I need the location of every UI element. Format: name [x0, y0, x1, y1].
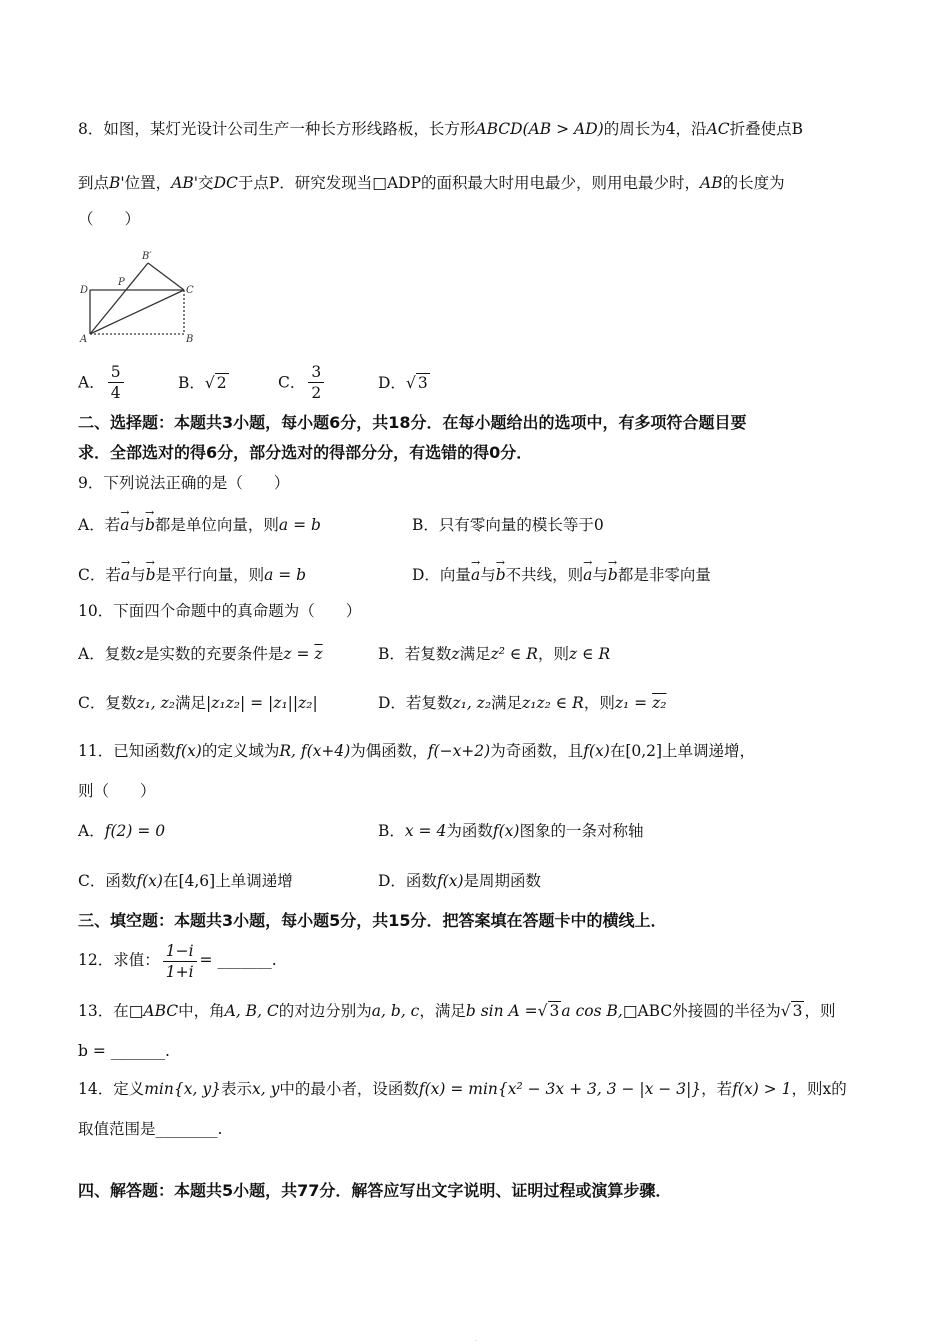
q8-paren: （ ） — [78, 210, 141, 228]
text: 在[0,2]上单调递增， — [609, 742, 756, 760]
math: f(x) — [175, 742, 202, 760]
section3-heading: 三、填空题：本题共3小题，每小题5分，共15分．把答案填在答题卡中的横线上． — [78, 911, 667, 930]
text: 都是非零向量 — [617, 566, 711, 584]
math: |z₁z₂| = |z₁||z₂| — [206, 694, 318, 712]
text: D．向量 — [412, 566, 471, 584]
q8-option-c[interactable] — [278, 362, 327, 403]
q9-stem: 9．下列说法正确的是（ ） — [78, 474, 290, 492]
math: a = b — [264, 566, 307, 584]
sqrt: √ 3 — [537, 1002, 560, 1020]
fraction — [108, 362, 124, 403]
line-ac — [90, 290, 184, 334]
q8-line1 — [78, 118, 803, 140]
q12 — [78, 940, 277, 982]
q10-option-b[interactable] — [378, 643, 610, 665]
sqrt: √ 2 — [204, 374, 227, 392]
text: 外接圆的半径为 — [672, 1002, 781, 1020]
sqrt: √ 3 — [405, 374, 428, 392]
radicand: 2 — [216, 374, 227, 392]
text: 满足 — [175, 694, 207, 712]
math: z² ∈ R — [490, 645, 538, 663]
q14-line2[interactable]: 取值范围是________. — [78, 1120, 223, 1138]
section2-heading-line1: 二、选择题：本题共3小题，每小题6分，共18分．在每小题给出的选项中，有多项符合题目要 — [78, 413, 747, 432]
fold-diagram — [78, 248, 208, 348]
q9-option-d[interactable] — [412, 564, 711, 586]
fraction — [163, 941, 197, 982]
math: ABC — [143, 1002, 179, 1020]
math: AB — [700, 174, 723, 192]
text: 为偶函数， — [350, 742, 428, 760]
text: 的对边分别为 — [278, 1002, 372, 1020]
vector-b: → b — [608, 564, 618, 586]
option-label: A． — [78, 373, 105, 392]
fraction — [308, 362, 324, 403]
math: min{x, y} — [144, 1080, 221, 1098]
math: z = — [283, 645, 310, 663]
q10-option-c[interactable] — [78, 692, 318, 714]
text: 位置， — [124, 174, 172, 192]
label-b-prime: B′ — [142, 251, 152, 262]
text: C．若 — [78, 566, 121, 584]
text: 表示 — [220, 1080, 252, 1098]
math: f(x) > 1 — [732, 1080, 792, 1098]
q8-option-b[interactable] — [178, 372, 229, 394]
math: f(x) — [583, 742, 610, 760]
text: 的周长为4，沿 — [603, 120, 707, 138]
text: 11．已知函数 — [78, 742, 176, 760]
text: 满足 — [459, 645, 491, 663]
vector-b: → b — [496, 564, 506, 586]
vector-a: → a — [121, 564, 130, 586]
q10-option-d[interactable] — [378, 692, 666, 714]
q14-line1 — [78, 1078, 847, 1100]
math: R, f(x+4) — [279, 742, 351, 760]
text: 与 — [129, 516, 145, 534]
math-conjugate: $\overline{z}$ — [314, 645, 323, 663]
math: x = 4 — [404, 822, 447, 840]
text: A． — [78, 822, 105, 840]
label-b: B — [186, 334, 194, 345]
math: AB' — [171, 174, 199, 192]
sqrt: √ 3 — [780, 1002, 803, 1020]
text: ，则 — [537, 645, 569, 663]
denominator: 1+i — [165, 962, 194, 981]
section2-heading-line2: 求．全部选对的得6分，部分选对的得部分分，有选错的得0分． — [78, 443, 533, 462]
text: 到点 — [78, 174, 110, 192]
math: f(−x+2) — [427, 742, 491, 760]
text: 不共线，则 — [505, 566, 584, 584]
math: □ABC — [622, 1002, 673, 1020]
math: a = b — [278, 516, 321, 534]
q11-line2: 则（ ） — [78, 782, 156, 800]
q13-line1 — [78, 1000, 836, 1022]
math: □ADP — [372, 174, 421, 192]
math: AC — [706, 120, 730, 138]
text: 在[4,6]上单调递增 — [162, 872, 293, 890]
text: C．函数 — [78, 872, 137, 890]
math: f(x) = min{x² − 3x + 3, 3 − |x − 3|} — [418, 1080, 702, 1098]
q8-option-a[interactable] — [78, 362, 127, 403]
text: D．函数 — [378, 872, 437, 890]
math: z ∈ R — [569, 645, 611, 663]
math: z₁z₂ ∈ R — [522, 694, 584, 712]
text: A．复数 — [78, 645, 136, 663]
math: DC — [213, 174, 238, 192]
q9-option-c[interactable] — [78, 564, 306, 586]
text: ，满足 — [419, 1002, 466, 1020]
text: 12．求值： — [78, 951, 160, 969]
text: 是实数的充要条件是 — [143, 645, 284, 663]
text: 是平行向量，则 — [155, 566, 265, 584]
text: ，若 — [701, 1080, 733, 1098]
radicand: 3 — [792, 1002, 803, 1020]
footer-dot: . — [475, 1336, 477, 1343]
text: D．若复数 — [378, 694, 453, 712]
vector-a: → a — [471, 564, 480, 586]
line-ab-prime — [90, 263, 148, 334]
text: 的长度为 — [722, 174, 785, 192]
math: z — [451, 645, 460, 663]
text: 中的最小者，设函数 — [279, 1080, 419, 1098]
math: f(x) — [136, 872, 163, 890]
math: f(x) — [436, 872, 464, 890]
answer-blank[interactable]: = _______. — [199, 951, 277, 969]
numerator: 3 — [308, 362, 324, 383]
label-a: A — [80, 334, 88, 345]
q11-option-c[interactable] — [78, 870, 293, 892]
math: x, y — [251, 1080, 280, 1098]
numerator: 1−i — [163, 941, 197, 962]
text: 中，角 — [178, 1002, 225, 1020]
q11-line1 — [78, 740, 755, 762]
label-d: D — [80, 285, 89, 296]
text: B．若复数 — [378, 645, 452, 663]
line-b-prime-c — [148, 263, 184, 290]
text: 为奇函数，且 — [490, 742, 584, 760]
q11-option-b[interactable] — [378, 820, 643, 842]
math: a cos B, — [561, 1002, 623, 1020]
text: 交 — [198, 174, 214, 192]
text: ，则 — [804, 1002, 836, 1020]
math: z — [135, 645, 144, 663]
radicand: 3 — [549, 1002, 560, 1020]
q10-option-a[interactable] — [78, 643, 323, 665]
text: ，则x的 — [791, 1080, 847, 1098]
math: b sin A = — [465, 1002, 538, 1020]
text: 满足 — [491, 694, 523, 712]
q11-option-a[interactable] — [78, 820, 165, 842]
text: 与 — [130, 566, 146, 584]
text: 的面积最大时用电最少，则用电最少时， — [421, 174, 701, 192]
q9-option-a[interactable] — [78, 514, 321, 536]
q10-stem: 10．下面四个命题中的真命题为（ ） — [78, 602, 362, 620]
math: z₁, z₂ — [136, 694, 175, 712]
math: z₁ = — [614, 694, 648, 712]
numerator: 5 — [108, 362, 124, 383]
option-label: C． — [278, 373, 306, 392]
text: 折叠使点B — [729, 120, 804, 138]
text: 都是单位向量，则 — [154, 516, 279, 534]
vector-a: → a — [583, 564, 592, 586]
text: 的定义域为 — [201, 742, 280, 760]
math: ABCD(AB > AD) — [475, 120, 604, 138]
text: 于点P．研究发现当 — [237, 174, 373, 192]
label-p: P — [118, 277, 125, 288]
q11-option-d[interactable] — [378, 870, 541, 892]
section4-heading: 四、解答题：本题共5小题，共77分．解答应写出文字说明、证明过程或演算步骤． — [78, 1181, 672, 1200]
text: C．复数 — [78, 694, 137, 712]
math-conjugate: z₂ — [652, 694, 667, 712]
vector-b: → b — [145, 514, 155, 536]
text: 13．在□ — [78, 1002, 144, 1020]
label-c: C — [186, 285, 194, 296]
math: a, b, c — [371, 1002, 420, 1020]
q13-line2[interactable]: b = _______. — [78, 1042, 170, 1060]
text: 是周期函数 — [463, 872, 542, 890]
radicand: 3 — [417, 374, 428, 392]
text: ，则 — [583, 694, 615, 712]
text: 与 — [592, 566, 608, 584]
text: A．若 — [78, 516, 121, 534]
denominator: 2 — [311, 384, 322, 402]
vector-b: → b — [146, 564, 156, 586]
option-label: B． — [178, 374, 205, 392]
text: 与 — [480, 566, 496, 584]
denominator: 4 — [110, 384, 121, 402]
math: f(x) — [492, 822, 520, 840]
text: B． — [378, 822, 405, 840]
q8-line2 — [78, 172, 785, 194]
q8-option-d[interactable] — [378, 372, 430, 394]
math: z₁, z₂ — [452, 694, 492, 712]
math: f(2) = 0 — [104, 822, 166, 840]
vector-a: → a — [120, 514, 129, 536]
text: 14．定义 — [78, 1080, 145, 1098]
text: 图象的一条对称轴 — [519, 822, 644, 840]
option-label: D． — [378, 374, 406, 392]
text: 为函数 — [446, 822, 493, 840]
q9-option-b[interactable]: B．只有零向量的模长等于0 — [412, 516, 604, 534]
math: A, B, C — [224, 1002, 279, 1020]
text: 8．如图，某灯光设计公司生产一种长方形线路板，长方形 — [78, 120, 476, 138]
math: B' — [109, 174, 125, 192]
